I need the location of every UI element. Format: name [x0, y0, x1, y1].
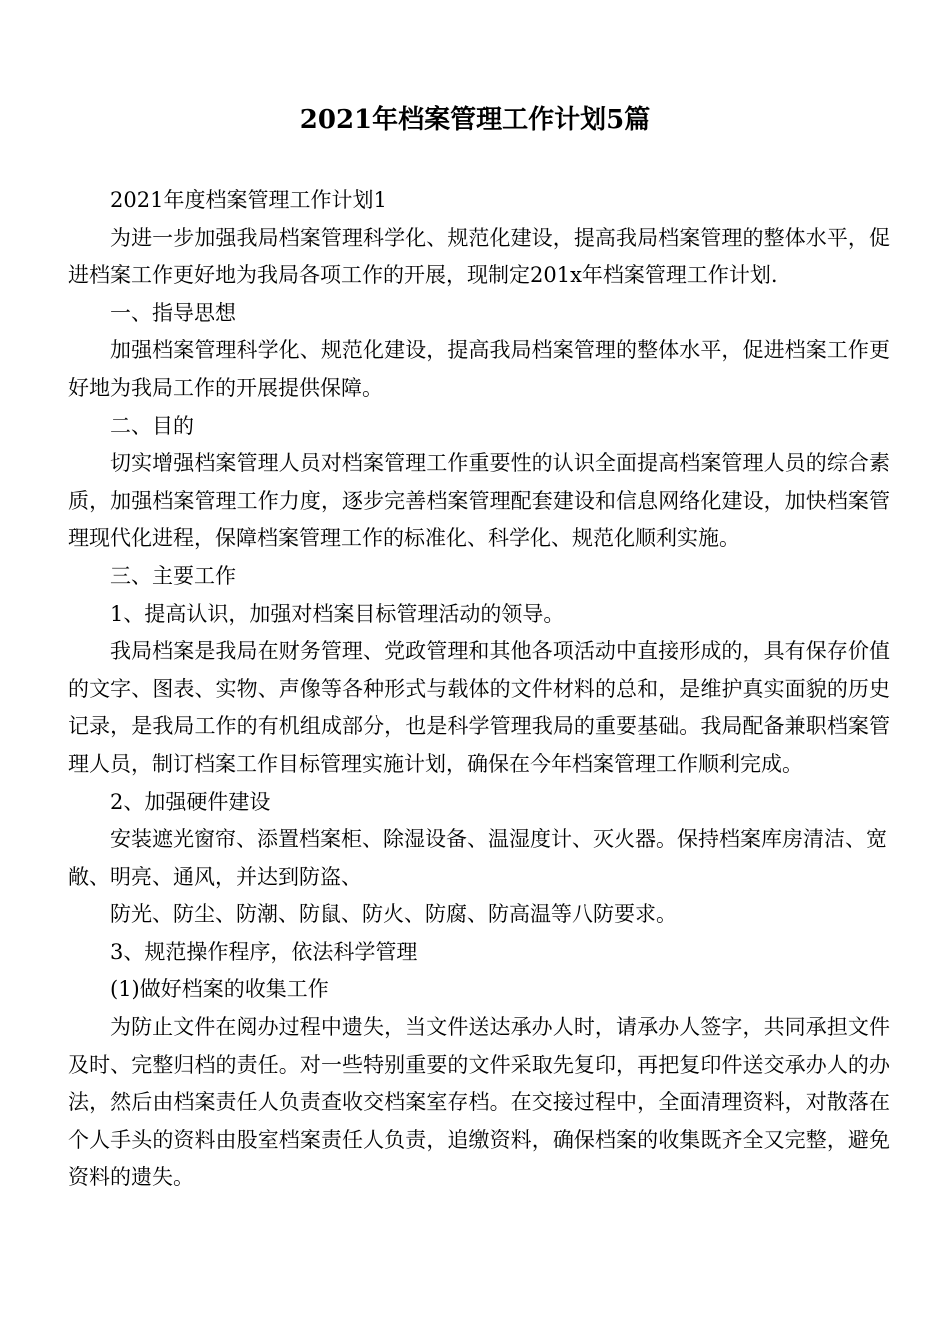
paragraph: 安装遮光窗帘、添置档案柜、除湿设备、温湿度计、灭火器。保持档案库房清洁、宽敞、明亮、通风，并达到防盗、: [68, 827, 887, 889]
paragraph: 加强档案管理科学化、规范化建设，提高我局档案管理的整体水平，促进档案工作更好地为我局工作的开展提供保障。: [68, 338, 890, 400]
section-heading: 三、主要工作: [110, 563, 236, 588]
paragraph: 为防止文件在阅办过程中遗失，当文件送达承办人时，请承办人签字，共同承担文件及时、完整归档的责任。对一些特别重要的文件采取先复印，再把复印件送交承办人的办法，然后由档案责任人负责查收交档案室存档。在交接过程中，全面清理资料，对散落在个人手头的资料由股室档案责任人负责，追缴资料，确保档案的收集既齐全又完整，避免资料的遗失。: [68, 1015, 890, 1190]
document-body: [68, 182, 890, 1197]
document-title: 2021年档案管理工作计划5篇: [299, 105, 651, 135]
paragraph: 切实增强档案管理人员对档案管理工作重要性的认识全面提高档案管理人员的综合素质，加强档案管理工作力度，逐步完善档案管理配套建设和信息网络化建设，加快档案管理现代化进程，保障档案管理工作的标准化、科学化、规范化顺利实施。: [68, 451, 890, 551]
section-heading: 二、目的: [110, 413, 194, 438]
section-heading: 一、指导思想: [110, 300, 236, 325]
paragraph: 为进一步加强我局档案管理科学化、规范化建设，提高我局档案管理的整体水平，促进档案工作更好地为我局各项工作的开展，现制定201x年档案管理工作计划.: [68, 225, 890, 288]
subsection-heading: 3、规范操作程序，依法科学管理: [110, 939, 418, 964]
section-heading: 2021年度档案管理工作计划1: [110, 188, 387, 212]
subsection-heading: 1、提高认识，加强对档案目标管理活动的领导。: [110, 601, 565, 626]
subsection-heading: 2、加强硬件建设: [110, 789, 271, 814]
paragraph: 我局档案是我局在财务管理、党政管理和其他各项活动中直接形成的，具有保存价值的文字、图表、实物、声像等各种形式与载体的文件材料的总和，是维护真实面貌的历史记录，是我局工作的有机组成部分，也是科学管理我局的重要基础。我局配备兼职档案管理人员，制订档案工作目标管理实施计划，确保在今年档案管理工作顺利完成。: [68, 639, 890, 776]
paragraph: 防光、防尘、防潮、防鼠、防火、防腐、防高温等八防要求。: [110, 902, 677, 927]
subsection-heading: (1)做好档案的收集工作: [110, 977, 329, 1002]
